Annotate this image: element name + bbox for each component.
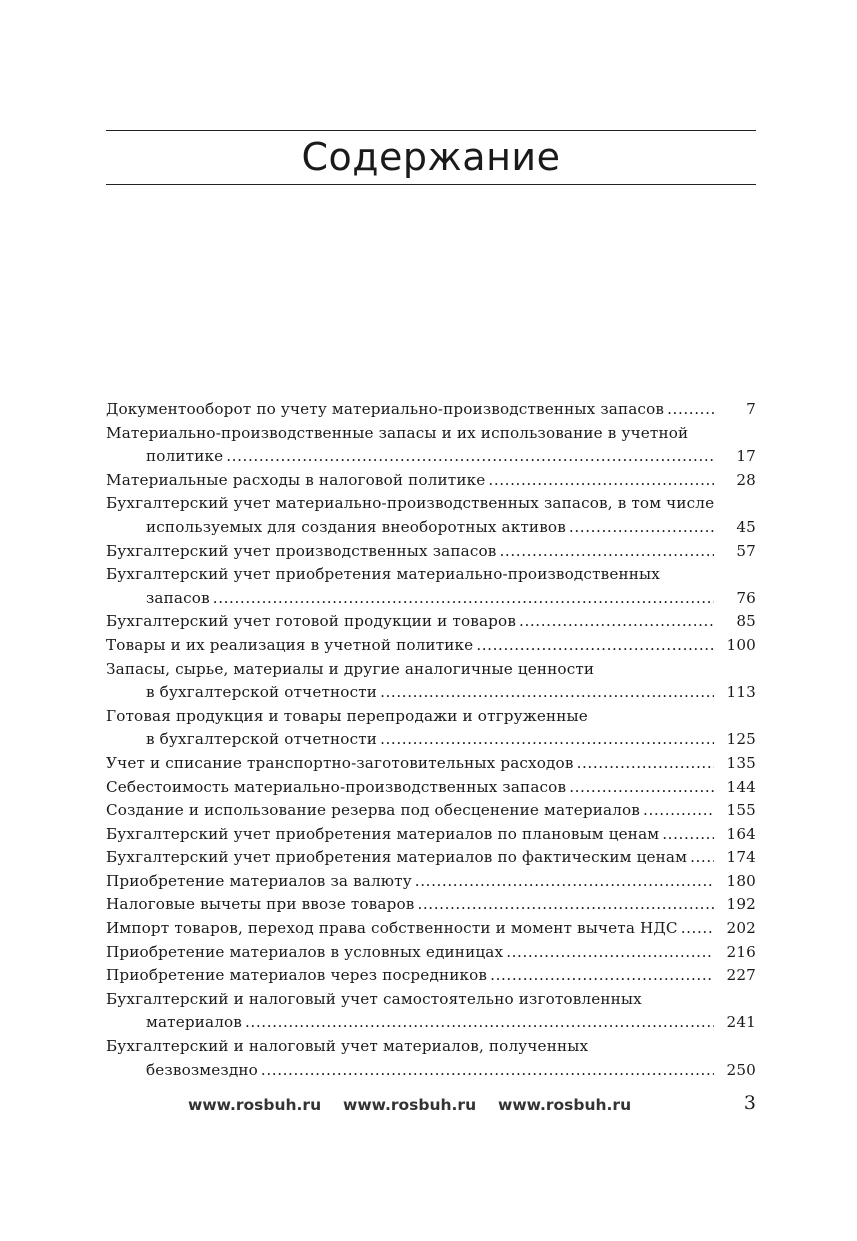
toc-entry[interactable] [106,705,756,752]
toc-entry-last-line [106,634,756,658]
toc-page-number: 144 [726,777,756,796]
toc-entry-title: используемых для создания внеоборотных активов [146,517,566,536]
toc-page-number: 85 [736,612,756,631]
toc-entry[interactable] [106,846,756,870]
toc-entry-title: Бухгалтерский учет приобретения материально-производственных [106,565,660,584]
toc-entry[interactable] [106,917,756,941]
toc-entry[interactable] [106,870,756,894]
title-rule-top [106,130,756,131]
toc-page-number: 135 [726,753,756,772]
toc-entry-title: безвозмездно [146,1060,258,1079]
toc-entry-title: Бухгалтерский и налоговый учет материалов, полученных [106,1037,589,1056]
toc-dot-leader [380,681,714,705]
toc-dot-leader [519,610,714,634]
toc-entry[interactable] [106,658,756,705]
toc-entry[interactable] [106,752,756,776]
toc-entry-title: Бухгалтерский учет материально-производственных запасов, в том числе [106,494,715,513]
toc-entry-title: Себестоимость материально-производственных запасов [106,777,567,796]
toc-entry-last-line [106,540,756,564]
toc-entry-title: запасов [146,588,210,607]
toc-entry-line [106,1035,756,1059]
toc-page-number: 174 [726,848,756,867]
toc-dot-leader [380,728,714,752]
toc-page-number: 76 [736,588,756,607]
toc-entry-last-line [106,776,756,800]
toc-dot-leader [577,752,714,776]
toc-page-number: 45 [736,517,756,536]
toc-page-number: 113 [726,683,756,702]
toc-entry-line [106,705,756,729]
toc-entry[interactable] [106,422,756,469]
footer-site-link[interactable]: www.rosbuh.ru [188,1096,322,1114]
toc-dot-leader [490,964,714,988]
page-title: Содержание [301,135,561,179]
toc-page-number: 155 [726,801,756,820]
toc-dot-leader [261,1059,714,1083]
toc-entry-title: Бухгалтерский учет приобретения материалов по плановым ценам [106,824,660,843]
toc-entry-last-line [106,964,756,988]
toc-entry-title: Бухгалтерский учет приобретения материалов по фактическим ценам [106,848,688,867]
toc-entry-title: политике [146,447,224,466]
toc-dot-leader [488,469,714,493]
toc-entry-title: в бухгалтерской отчетности [146,683,378,702]
toc-entry-line [106,422,756,446]
toc-entry[interactable] [106,610,756,634]
toc-entry-title: Готовая продукция и товары перепродажи и отгруженные [106,706,588,725]
toc-dot-leader [417,893,714,917]
toc-page-number: 28 [736,470,756,489]
toc-page-number: 241 [726,1013,756,1032]
toc-entry-last-line [106,752,756,776]
toc-entry-title: Документооборот по учету материально-производственных запасов [106,400,665,418]
toc-entry-line [106,563,756,587]
toc-entry-last-line [106,587,756,611]
toc-page-number: 100 [726,635,756,654]
toc-dot-leader [226,445,714,469]
toc-dot-leader [681,917,714,941]
toc-dot-leader [569,516,714,540]
toc-entry-title: Учет и списание транспортно-заготовительных расходов [106,753,574,772]
toc-dot-leader [213,587,714,611]
toc-page-number: 180 [726,871,756,890]
toc-entry[interactable] [106,776,756,800]
toc-entry-last-line [106,1059,756,1083]
toc-entry-title: Бухгалтерский и налоговый учет самостоятельно изготовленных [106,989,642,1008]
toc-entry-last-line [106,469,756,493]
toc-entry-title: Товары и их реализация в учетной политике [106,635,474,654]
toc-entry[interactable] [106,964,756,988]
toc-dot-leader [499,540,714,564]
footer-site-link[interactable]: www.rosbuh.ru [498,1096,632,1114]
toc-entry[interactable] [106,563,756,610]
toc-entry-last-line [106,445,756,469]
toc-entry-title: Импорт товаров, переход права собственности и момент вычета НДС [106,919,678,938]
toc-dot-leader [690,846,714,870]
toc-entry-title: Создание и использование резерва под обесценение материалов [106,801,641,820]
toc-entry-title: Бухгалтерский учет производственных запасов [106,541,497,560]
toc-entry[interactable] [106,540,756,564]
toc-entry-last-line [106,823,756,847]
toc-entry-title: Приобретение материалов через посредников [106,966,488,985]
toc-page-number: 7 [746,400,756,418]
toc-page-number: 192 [726,895,756,914]
toc-entry[interactable] [106,988,756,1035]
toc-entry-title: Запасы, сырье, материалы и другие аналогичные ценности [106,659,595,678]
toc-dot-leader [476,634,714,658]
toc-page-number: 17 [736,447,756,466]
page-footer [106,1093,756,1117]
toc-entry[interactable] [106,634,756,658]
toc-dot-leader [245,1011,714,1035]
toc-entry[interactable] [106,492,756,539]
toc-entry-last-line [106,681,756,705]
toc-entry-line [106,988,756,1012]
toc-page-number: 227 [726,966,756,985]
toc-entry-line [106,658,756,682]
toc-dot-leader [643,799,714,823]
toc-entry[interactable] [106,941,756,965]
toc-page-number: 250 [726,1060,756,1079]
toc-entry-last-line [106,728,756,752]
page-number: 3 [743,1092,756,1114]
toc-entry[interactable] [106,893,756,917]
table-of-contents [106,398,756,1082]
toc-page-number: 202 [726,919,756,938]
toc-entry[interactable] [106,469,756,493]
toc-page-number: 216 [726,942,756,961]
toc-entry-title: материалов [146,1013,242,1032]
toc-entry[interactable] [106,398,756,422]
toc-entry-title: Налоговые вычеты при ввозе товаров [106,895,415,914]
toc-page-number: 57 [736,541,756,560]
toc-entry-title: Приобретение материалов за валюту [106,871,412,890]
toc-dot-leader [415,870,714,894]
toc-entry-last-line [106,799,756,823]
toc-entry-last-line [106,610,756,634]
toc-entry[interactable] [106,799,756,823]
toc-entry-last-line [106,893,756,917]
toc-entry[interactable] [106,823,756,847]
toc-dot-leader [506,941,714,965]
toc-entry-last-line [106,398,756,422]
toc-entry[interactable] [106,1035,756,1082]
toc-dot-leader [569,776,714,800]
toc-entry-title: Материально-производственные запасы и их использование в учетной [106,423,689,442]
toc-page-number: 125 [726,730,756,749]
toc-dot-leader [662,823,714,847]
toc-entry-last-line [106,917,756,941]
title-rule-bottom [106,184,756,185]
toc-entry-last-line [106,870,756,894]
toc-entry-title: в бухгалтерской отчетности [146,730,378,749]
toc-entry-last-line [106,516,756,540]
toc-page-number: 164 [726,824,756,843]
toc-dot-leader [667,398,714,422]
footer-site-link[interactable]: www.rosbuh.ru [343,1096,477,1114]
toc-entry-title: Материальные расходы в налоговой политике [106,470,486,489]
toc-entry-last-line [106,846,756,870]
toc-entry-line [106,492,756,516]
toc-entry-last-line [106,941,756,965]
toc-entry-last-line [106,1011,756,1035]
toc-entry-title: Приобретение материалов в условных единицах [106,942,504,961]
toc-entry-title: Бухгалтерский учет готовой продукции и товаров [106,612,517,631]
